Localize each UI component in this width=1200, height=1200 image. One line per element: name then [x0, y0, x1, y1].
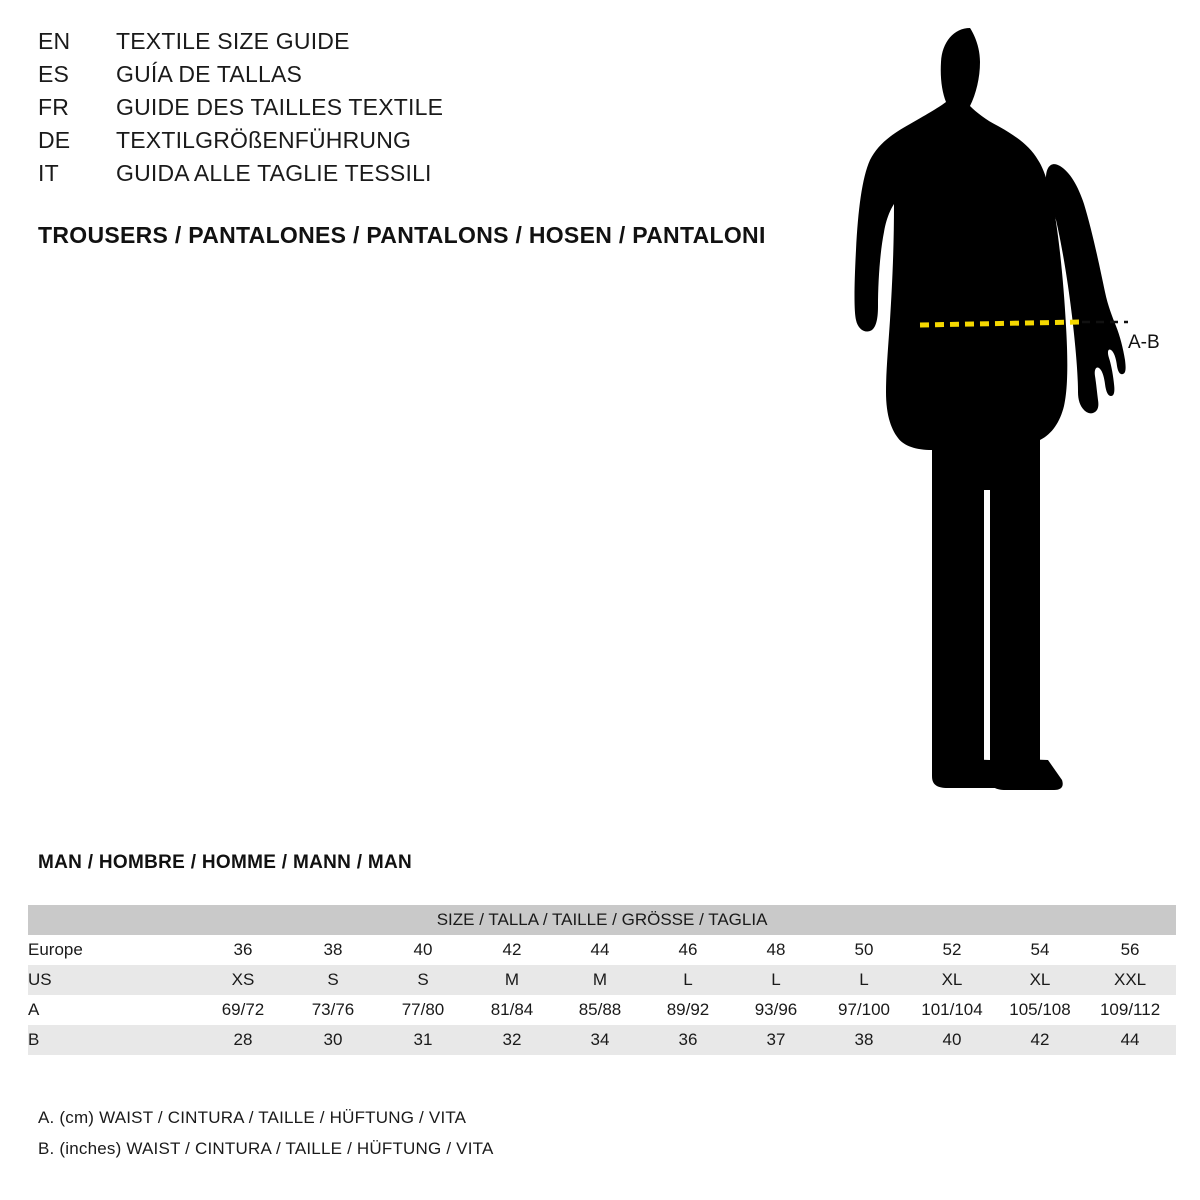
table-cell: S [378, 965, 468, 995]
language-title: TEXTILE SIZE GUIDE [116, 28, 350, 54]
language-code: EN [38, 28, 71, 54]
table-cell: 97/100 [820, 995, 908, 1025]
table-cell: XXL [1084, 965, 1176, 995]
table-cell: 30 [288, 1025, 378, 1055]
footnote-a: A. (cm) WAIST / CINTURA / TAILLE / HÜFTUNG / VITA [38, 1108, 467, 1127]
footnotes-block [38, 1108, 494, 1170]
language-code: ES [38, 61, 70, 87]
table-cell: 109/112 [1084, 995, 1176, 1025]
table-cell: M [556, 965, 644, 995]
table-cell: 38 [288, 935, 378, 965]
table-cell: 46 [644, 935, 732, 965]
table-cell: 38 [820, 1025, 908, 1055]
language-row [38, 28, 798, 61]
table-cell: 42 [996, 1025, 1084, 1055]
measure-label-ab: A-B [1128, 332, 1160, 353]
table-cell: 40 [378, 935, 468, 965]
male-silhouette-icon [820, 20, 1200, 810]
table-cell: XL [908, 965, 996, 995]
language-title: TEXTILGRÖßENFÜHRUNG [116, 127, 412, 153]
table-cell: 40 [908, 1025, 996, 1055]
table-cell: 31 [378, 1025, 468, 1055]
table-row [28, 1025, 1176, 1055]
row-label: B [28, 1025, 198, 1055]
table-row [28, 965, 1176, 995]
language-row [38, 160, 798, 193]
table-section-title: MAN / HOMBRE / HOMME / MANN / MAN [38, 852, 413, 873]
table-cell: 56 [1084, 935, 1176, 965]
table-cell: 93/96 [732, 995, 820, 1025]
table-cell: 36 [644, 1025, 732, 1055]
table-cell: 105/108 [996, 995, 1084, 1025]
language-code: IT [38, 160, 59, 186]
table-cell: 54 [996, 935, 1084, 965]
table-cell: 69/72 [198, 995, 288, 1025]
language-title: GUÍA DE TALLAS [116, 61, 303, 87]
language-row [38, 61, 798, 94]
table-cell: 89/92 [644, 995, 732, 1025]
table-cell: 81/84 [468, 995, 556, 1025]
table-cell: L [820, 965, 908, 995]
table-cell: 50 [820, 935, 908, 965]
table-cell: 36 [198, 935, 288, 965]
language-title: GUIDE DES TAILLES TEXTILE [116, 94, 444, 120]
row-label: Europe [28, 935, 198, 965]
language-code: FR [38, 94, 70, 120]
table-cell: XS [198, 965, 288, 995]
language-row [38, 94, 798, 127]
table-cell: 48 [732, 935, 820, 965]
table-cell: XL [996, 965, 1084, 995]
table-cell: 34 [556, 1025, 644, 1055]
table-cell: 44 [556, 935, 644, 965]
table-cell: 52 [908, 935, 996, 965]
table-cell: 77/80 [378, 995, 468, 1025]
table-cell: M [468, 965, 556, 995]
row-label: US [28, 965, 198, 995]
table-cell: L [644, 965, 732, 995]
table-row [28, 995, 1176, 1025]
table-cell: L [732, 965, 820, 995]
table-cell: 73/76 [288, 995, 378, 1025]
table-cell: 85/88 [556, 995, 644, 1025]
table-header-label: SIZE / TALLA / TAILLE / GRÖSSE / TAGLIA [28, 905, 1176, 935]
table-row [28, 935, 1176, 965]
language-header-block [38, 28, 798, 193]
figure-area [820, 20, 1200, 810]
row-label: A [28, 995, 198, 1025]
language-row [38, 127, 798, 160]
garment-type-line: TROUSERS / PANTALONES / PANTALONS / HOSEN / PANTALONI [38, 222, 766, 248]
table-cell: 32 [468, 1025, 556, 1055]
table-cell: 28 [198, 1025, 288, 1055]
table-cell: 101/104 [908, 995, 996, 1025]
table-header-row [28, 905, 1176, 935]
table-cell: 42 [468, 935, 556, 965]
size-table [28, 905, 1176, 1055]
table-cell: 44 [1084, 1025, 1176, 1055]
table-cell: 37 [732, 1025, 820, 1055]
language-title: GUIDA ALLE TAGLIE TESSILI [116, 160, 432, 186]
table-cell: S [288, 965, 378, 995]
language-code: DE [38, 127, 71, 153]
footnote-b: B. (inches) WAIST / CINTURA / TAILLE / HÜFTUNG / VITA [38, 1139, 494, 1158]
